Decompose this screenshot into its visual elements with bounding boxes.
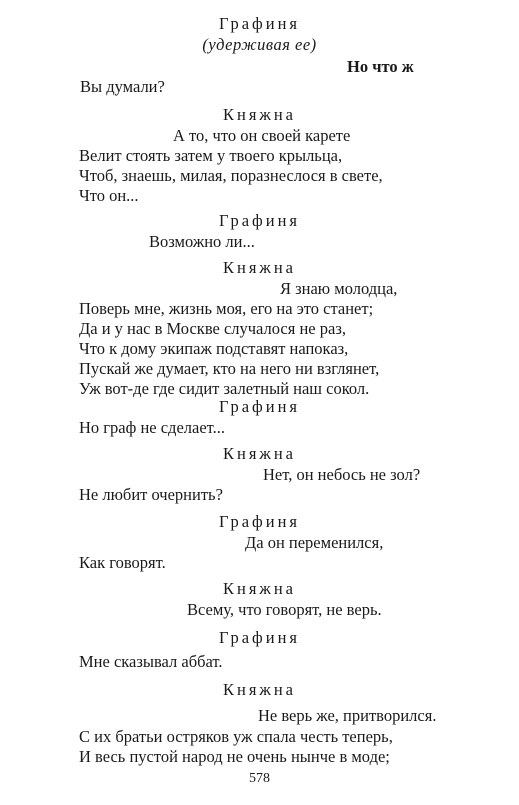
verse-line: Не верь же, притворился. [258,706,437,725]
verse-line: Мне сказывал аббат. [79,652,223,671]
verse-line: Что он... [79,186,139,205]
verse-line: Но что ж [347,57,414,76]
speaker-countess: Графиня [218,397,300,416]
speaker-countess: Графиня [218,512,300,531]
speaker-princess: Княжна [223,258,296,277]
verse-line: Не любит очернить? [79,485,223,504]
verse-line: Всему, что говорят, не верь. [187,600,382,619]
speaker-princess: Княжна [223,579,296,598]
speaker-countess: Графиня [218,628,300,647]
speaker-countess: Графиня [218,14,300,33]
verse-line: Поверь мне, жизнь моя, его на это станет; [79,299,374,318]
page-number: 578 [249,771,270,786]
verse-line: Нет, он небось не зол? [263,465,421,484]
stage-direction: (удерживая ее) [202,35,317,54]
verse-line: Но граф не сделает... [79,418,225,437]
verse-line: Да он переменился, [245,533,384,552]
verse-line: Велит стоять затем у твоего крыльца, [79,146,343,165]
speaker-countess: Графиня [218,211,300,230]
verse-line: Что к дому экипаж подставят напоказ, [79,339,349,358]
verse-line: Уж вот-де где сидит залетный наш сокол. [79,379,370,398]
verse-line: Да и у нас в Москве случалося не раз, [79,319,346,338]
verse-line: Чтоб, знаешь, милая, поразнеслося в свете, [79,166,383,185]
verse-line: И весь пустой народ не очень нынче в моде; [79,747,390,766]
verse-line: Как говорят. [79,553,166,572]
verse-line: Я знаю молодца, [280,279,398,298]
verse-line: Возможно ли... [149,232,255,251]
speaker-princess: Княжна [223,680,296,699]
verse-line: Пускай же думает, кто на него ни взглянет, [79,359,380,378]
speaker-princess: Княжна [223,105,296,124]
verse-line: А то, что он своей карете [173,126,351,145]
verse-line: Вы думали? [80,77,165,96]
verse-line: С их братьи остряков уж спала честь теперь, [79,727,393,746]
speaker-princess: Княжна [223,444,296,463]
